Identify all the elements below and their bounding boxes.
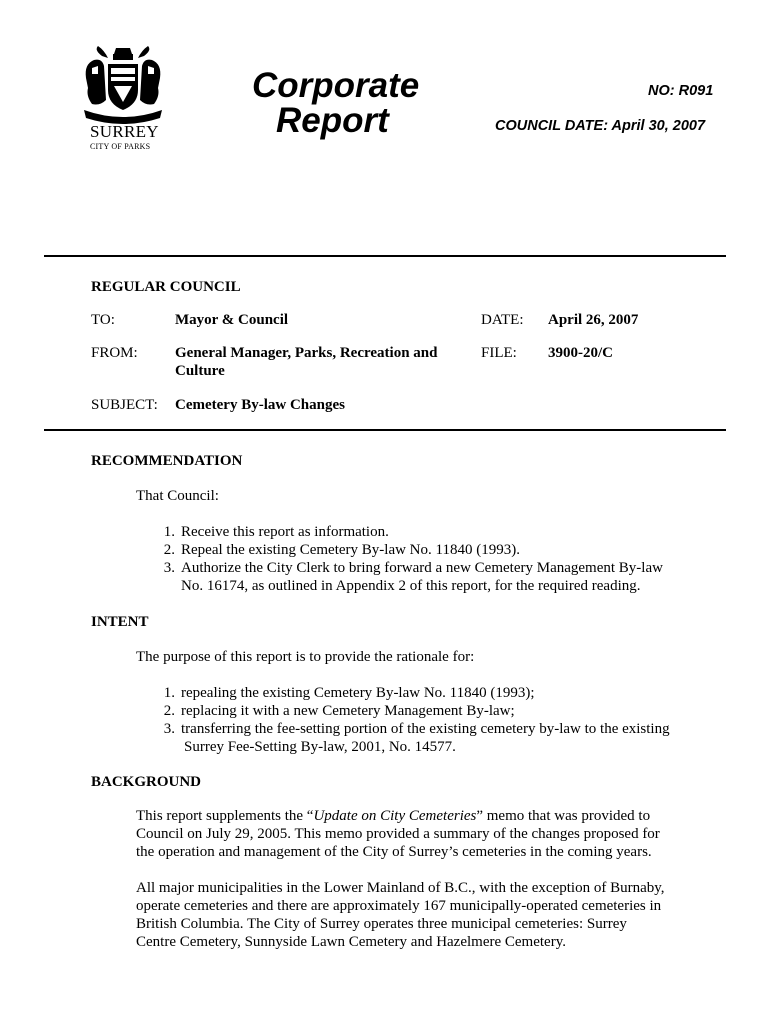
from-value-line1: General Manager, Parks, Recreation and [175,345,438,361]
crest-name: SURREY [90,122,159,141]
report-title-line2: Report [276,101,389,140]
list-item-number: 3. [163,721,175,737]
list-item-number: 3. [163,560,175,576]
list-item-number: 2. [163,703,175,719]
list-item: replacing it with a new Cemetery Management By-law; [181,703,515,719]
list-item-number: 2. [163,542,175,558]
surrey-crest-logo [80,44,166,124]
subject-value: Cemetery By-law Changes [175,397,345,413]
report-number [648,82,713,100]
crest-subtitle: CITY OF PARKS [90,142,151,151]
date-value: April 26, 2007 [548,312,639,328]
background-paragraph1-line2: Council on July 29, 2005. This memo provided a summary of the changes proposed for [136,826,660,842]
list-item: transferring the fee-setting portion of the existing cemetery by-law to the existing [181,721,670,737]
list-item: Repeal the existing Cemetery By-law No. 11840 (1993). [181,542,520,558]
background-paragraph1-line1: This report supplements the “Update on City Cemeteries” memo that was provided to [136,808,651,824]
list-item: repealing the existing Cemetery By-law No. 11840 (1993); [181,685,535,701]
intent-intro: The purpose of this report is to provide the rationale for: [136,649,475,665]
recommendation-heading: RECOMMENDATION [91,453,243,469]
background-paragraph1-line3: the operation and management of the City of Surrey’s cemeteries in the coming years. [136,844,652,860]
from-value-line2: Culture [175,363,225,379]
council-date-value: April 30, 2007 [611,118,706,134]
report-title-line1: Corporate [252,66,420,105]
file-label: FILE: [481,345,517,361]
meeting-type: REGULAR COUNCIL [91,279,241,295]
council-date-label: COUNCIL DATE: [495,118,609,134]
council-date [495,117,705,135]
from-label: FROM: [91,345,138,361]
list-item: Receive this report as information. [181,524,389,540]
to-label: TO: [91,312,115,328]
to-value: Mayor & Council [175,312,289,328]
recommendation-intro: That Council: [136,488,219,504]
report-number-label: NO: [648,83,675,99]
list-item-number: 1. [163,685,175,701]
subject-label: SUBJECT: [91,397,158,413]
file-value: 3900-20/C [548,345,613,361]
list-item: Authorize the City Clerk to bring forward a new Cemetery Management By-law [181,560,663,576]
date-label: DATE: [481,312,524,328]
memo-divider [44,429,726,431]
background-heading: BACKGROUND [91,774,202,790]
background-paragraph2-line2: operate cemeteries and there are approximately 167 municipally-operated cemeteries in [136,898,662,914]
list-item-continued: No. 16174, as outlined in Appendix 2 of this report, for the required reading. [181,578,641,594]
list-item-continued: Surrey Fee-Setting By-law, 2001, No. 14577. [184,739,456,755]
background-paragraph2-line1: All major municipalities in the Lower Mainland of B.C., with the exception of Burnaby, [136,880,665,896]
background-paragraph2-line4: Centre Cemetery, Sunnyside Lawn Cemetery and Hazelmere Cemetery. [136,934,566,950]
memo-title: Update on City Cemeteries [313,808,477,824]
list-item-number: 1. [163,524,175,540]
background-paragraph2-line3: British Columbia. The City of Surrey operates three municipal cemeteries: Surrey [136,916,627,932]
intent-heading: INTENT [91,614,149,630]
header-divider [44,255,726,257]
report-number-value: R091 [678,83,714,99]
